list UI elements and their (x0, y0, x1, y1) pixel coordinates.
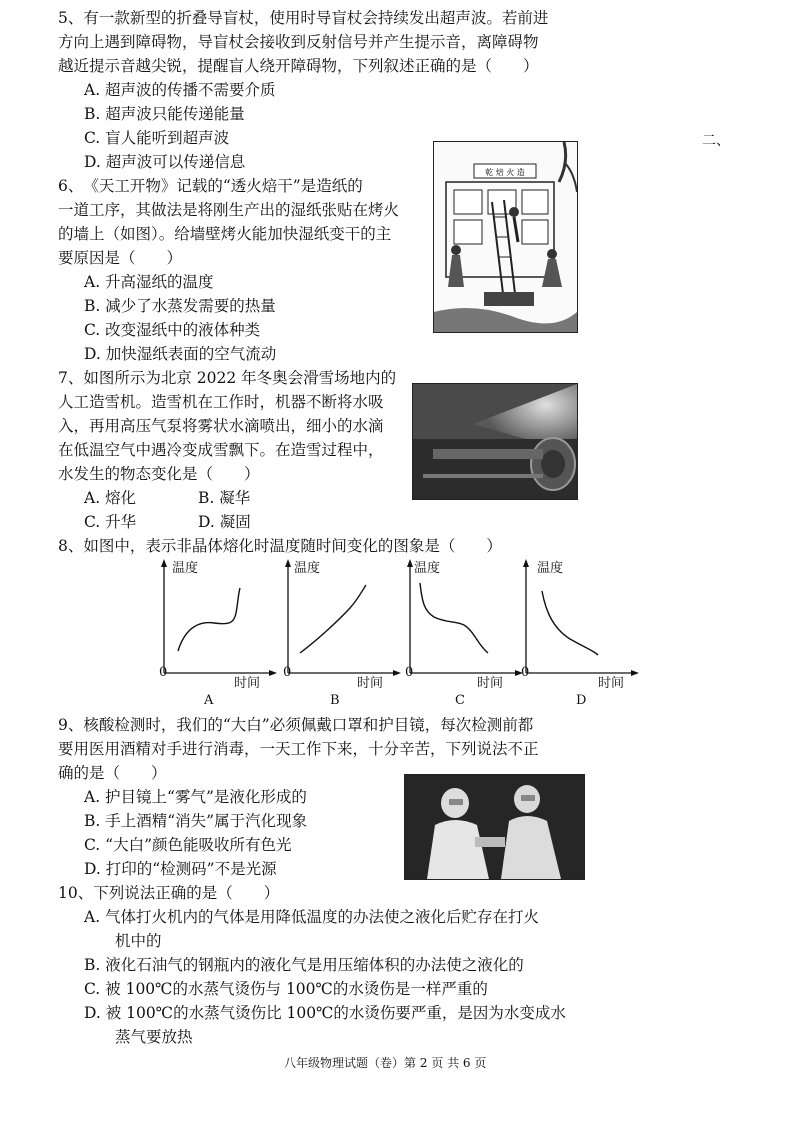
question-7-line: 人工造雪机。造雪机在工作时，机器不断将水吸 (58, 393, 384, 411)
question-7-option-c: C. 升华 (84, 513, 137, 531)
graph-c-origin: 0 (405, 665, 414, 680)
question-9-option-b: B. 手上酒精“消失”属于汽化现象 (84, 812, 308, 830)
question-5-line: 方向上遇到障碍物，导盲杖会接收到反射信号并产生提示音，离障碍物 (58, 33, 539, 51)
graph-a-xlabel: 时间 (234, 676, 261, 691)
question-5-option-b: B. 超声波只能传递能量 (84, 105, 245, 123)
question-9-line: 9、核酸检测时，我们的“大白”必须佩戴口罩和护目镜，每次检测前都 (58, 716, 534, 734)
graph-d-letter: D (576, 693, 587, 708)
question-9-option-d: D. 打印的“检测码”不是光源 (84, 860, 277, 878)
question-5-line: 越近提示音越尖锐，提醒盲人绕开障碍物，下列叙述正确的是（ ） (58, 57, 539, 75)
question-7-line: 7、如图所示为北京 2022 年冬奥会滑雪场地内的 (58, 369, 397, 387)
question-5-line: 5、有一款新型的折叠导盲杖，使用时导盲杖会持续发出超声波。若前进 (58, 9, 549, 27)
graph-c-letter: C (455, 693, 465, 708)
graph-b-letter: B (330, 693, 340, 708)
question-10-option-a-cont: 机中的 (84, 932, 162, 950)
question-6-option-b: B. 减少了水蒸发需要的热量 (84, 297, 276, 315)
question-10-option-d-cont: 蒸气要放热 (84, 1028, 193, 1046)
question-7-line: 入，再用高压气泵将雾状水滴喷出，细小的水滴 (58, 417, 384, 435)
graph-c-ylabel: 温度 (414, 561, 441, 576)
question-6-option-c: C. 改变湿纸中的液体种类 (84, 321, 261, 339)
graph-d-origin: 0 (521, 665, 530, 680)
question-10-line: 10、下列说法正确的是（ ） (58, 884, 280, 902)
graph-b-origin: 0 (283, 665, 292, 680)
question-6-option-a: A. 升高湿纸的温度 (84, 273, 214, 291)
graph-b-xlabel: 时间 (357, 676, 384, 691)
question-9-line: 要用医用酒精对手进行消毒，一天工作下来，十分辛苦，下列说法不正 (58, 740, 539, 758)
snow-machine-drawing (413, 384, 577, 499)
graph-c-xlabel: 时间 (477, 676, 504, 691)
health-workers-photo (404, 774, 585, 880)
graph-a-letter: A (204, 693, 214, 708)
graph-b-ylabel: 温度 (294, 561, 321, 576)
question-6-line: 一道工序，其做法是将刚生产出的湿纸张贴在烤火 (58, 201, 400, 219)
question-9-option-a: A. 护目镜上“雾气”是液化形成的 (84, 788, 307, 806)
graph-a-ylabel: 温度 (172, 561, 199, 576)
question-9-line: 确的是（ ） (58, 764, 167, 782)
question-10-option-d: D. 被 100℃的水蒸气烫伤比 100℃的水烫伤要严重，是因为水变成水 (84, 1004, 566, 1022)
page-footer: 八年级物理试题（卷）第 2 页 共 6 页 (284, 1056, 487, 1070)
question-5-option-a: A. 超声波的传播不需要介质 (84, 81, 276, 99)
question-8-line: 8、如图中，表示非晶体熔化时温度随时间变化的图象是（ ） (58, 537, 502, 555)
question-7-option-d: D. 凝固 (198, 513, 251, 531)
question-6-option-d: D. 加快湿纸表面的空气流动 (84, 345, 277, 363)
papermaking-illustration (433, 141, 578, 333)
question-9-option-c: C. “大白”颜色能吸收所有色光 (84, 836, 292, 854)
graph-d-ylabel: 温度 (537, 561, 564, 576)
question-5-option-d: D. 超声波可以传递信息 (84, 153, 246, 171)
question-7-line: 在低温空气中遇冷变成雪飘下。在造雪过程中， (58, 441, 384, 459)
question-7-option-a: A. 熔化 (84, 489, 137, 507)
illustration-caption: 乾 焙 火 造 (485, 168, 525, 177)
graph-d-xlabel: 时间 (598, 676, 625, 691)
question-10-option-b: B. 液化石油气的钢瓶内的液化气是用压缩体积的办法使之液化的 (84, 956, 524, 974)
question-6-line: 的墙上（如图）。给墙壁烤火能加快湿纸变干的主 (58, 225, 392, 243)
health-workers-drawing (405, 775, 584, 879)
question-7-line: 水发生的物态变化是（ ） (58, 465, 260, 483)
snow-machine-photo (412, 383, 578, 500)
question-5-option-c: C. 盲人能听到超声波 (84, 129, 230, 147)
graph-a-origin: 0 (159, 665, 168, 680)
papermaking-drawing (434, 142, 577, 332)
question-6-line: 要原因是（ ） (58, 249, 183, 267)
question-10-option-a: A. 气体打火机内的气体是用降低温度的办法使之液化后贮存在打火 (84, 908, 540, 926)
question-6-line: 6、 《天工开物》记载的“透火焙干”是造纸的 (58, 177, 363, 195)
side-mark: 二、 (702, 133, 730, 149)
question-7-option-b: B. 凝华 (198, 489, 251, 507)
question-10-option-c: C. 被 100℃的水蒸气烫伤与 100℃的水烫伤是一样严重的 (84, 980, 488, 998)
